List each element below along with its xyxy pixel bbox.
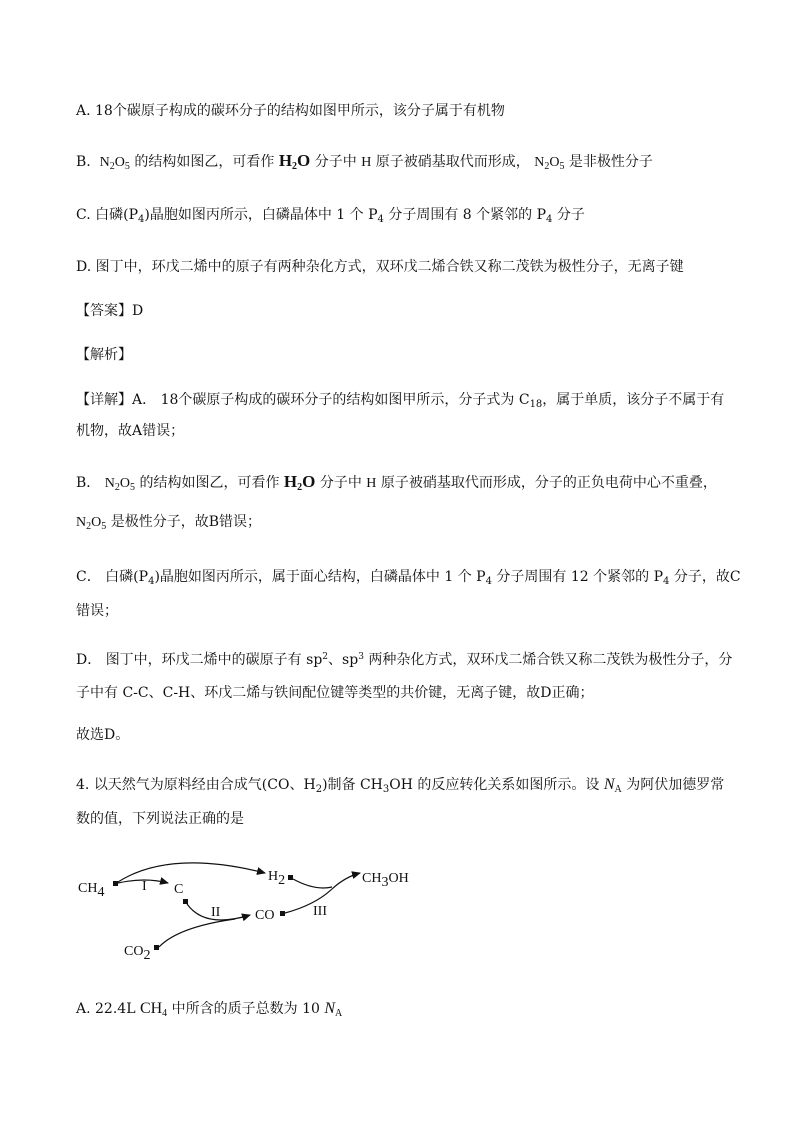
h2o-formula: $H_2O$: [283, 472, 316, 493]
detail-b-line2: $N_2O_5$ 是极性分子，故B错误；: [76, 514, 261, 532]
q4-stem-line2: 数的值，下列说法正确的是: [76, 811, 244, 827]
ch4-formula: $CH_4$: [139, 1000, 168, 1019]
answer: 【答案】D: [76, 303, 144, 319]
avogadro-symbol: $N_A$: [324, 1000, 343, 1019]
node-h2: [288, 875, 293, 880]
h2o-formula: $H_2O$: [278, 151, 311, 172]
node-co2: [154, 945, 159, 950]
q3-option-c: C. 白磷$(P_4)$晶胞如图丙所示，白磷晶体中 1 个 $P_4$ 分子周围有 8 个紧邻的 $P_4$ 分子: [76, 207, 585, 225]
label-co: CO: [255, 908, 275, 923]
detail-c-line1: C． 白磷$(P_4)$晶胞如图丙所示，属于面心结构，白磷晶体中 1 个 $P_4$ 分子周围有 12 个紧邻的 $P_4$ 分子，故C: [76, 569, 741, 587]
q4-option-a: A. 22.4L $CH_4$ 中所含的质子总数为 10 $N_A$: [76, 1000, 343, 1019]
n2o5-formula: $N_2O_5$: [534, 155, 565, 172]
node-c: [183, 899, 188, 904]
label-co2: CO2: [124, 944, 151, 963]
label-c: C: [174, 882, 184, 897]
arrow-co2-to-co: [159, 919, 235, 947]
q3-option-a: A. 18个碳原子构成的碳环分子的结构如图甲所示，该分子属于有机物: [76, 103, 505, 119]
arrow-ch4-to-h2: [118, 863, 265, 882]
q3-option-d: D. 图丁中，环戊二烯中的原子有两种杂化方式，双环戊二烯合铁又称二茂铁为极性分子，无离子键: [76, 259, 684, 275]
reaction-scheme-diagram: [70, 855, 430, 970]
analysis-label: 【解析】: [76, 347, 132, 363]
step-label-2: II: [211, 905, 221, 920]
n2o5-formula: $N_2O_5$: [104, 476, 135, 493]
detail-a-line1: 【详解】A． 18个碳原子构成的碳环分子的结构如图甲所示，分子式为 $C_{18}$，属于单质，该分子不属于有: [76, 392, 725, 410]
arrow-h2-merge: [293, 879, 332, 888]
q3-option-b: B. $N_2O_5$ 的结构如图乙，可看作 $H_2O$ 分子中 H 原子被硝基取代而形成， $N_2O_5$ 是非极性分子: [76, 151, 653, 172]
avogadro-symbol: $N_A$: [603, 776, 622, 795]
step-label-1: I: [142, 879, 147, 894]
q4-stem-line1: 4. 以天然气为原料经由合成气(CO、$H_2$)制备 $CH_3OH$ 的反应转化关系如图所示。设 $N_A$ 为阿伏加德罗常: [76, 776, 725, 795]
detail-d-line1: D． 图丁中，环戊二烯中的碳原子有 $sp^2$、$sp^3$ 两种杂化方式，双环戊二烯合铁又称二茂铁为极性分子，分: [76, 652, 733, 668]
label-ch3oh: CH3OH: [362, 871, 409, 890]
detail-b-line1: B． $N_2O_5$ 的结构如图乙，可看作 $H_2O$ 分子中 H 原子被硝基取代而形成，分子的正负电荷中心不重叠，: [76, 472, 717, 493]
detail-d-line2: 子中有 C-C、C-H、环戊二烯与铁间配位键等类型的共价键，无离子键，故D正确；: [76, 685, 594, 701]
node-co: [280, 911, 285, 916]
detail-c-line2: 错误；: [76, 603, 118, 619]
conclusion: 故选D。: [76, 727, 130, 743]
detail-a-line2: 机物，故A错误；: [76, 423, 185, 439]
label-h2: H2: [268, 869, 286, 888]
n2o5-formula: $N_2O_5$: [76, 515, 107, 532]
step-label-3: III: [313, 904, 327, 919]
n2o5-formula: $N_2O_5$: [99, 155, 130, 172]
label-ch4: CH4: [78, 881, 105, 900]
node-ch4: [113, 881, 118, 886]
